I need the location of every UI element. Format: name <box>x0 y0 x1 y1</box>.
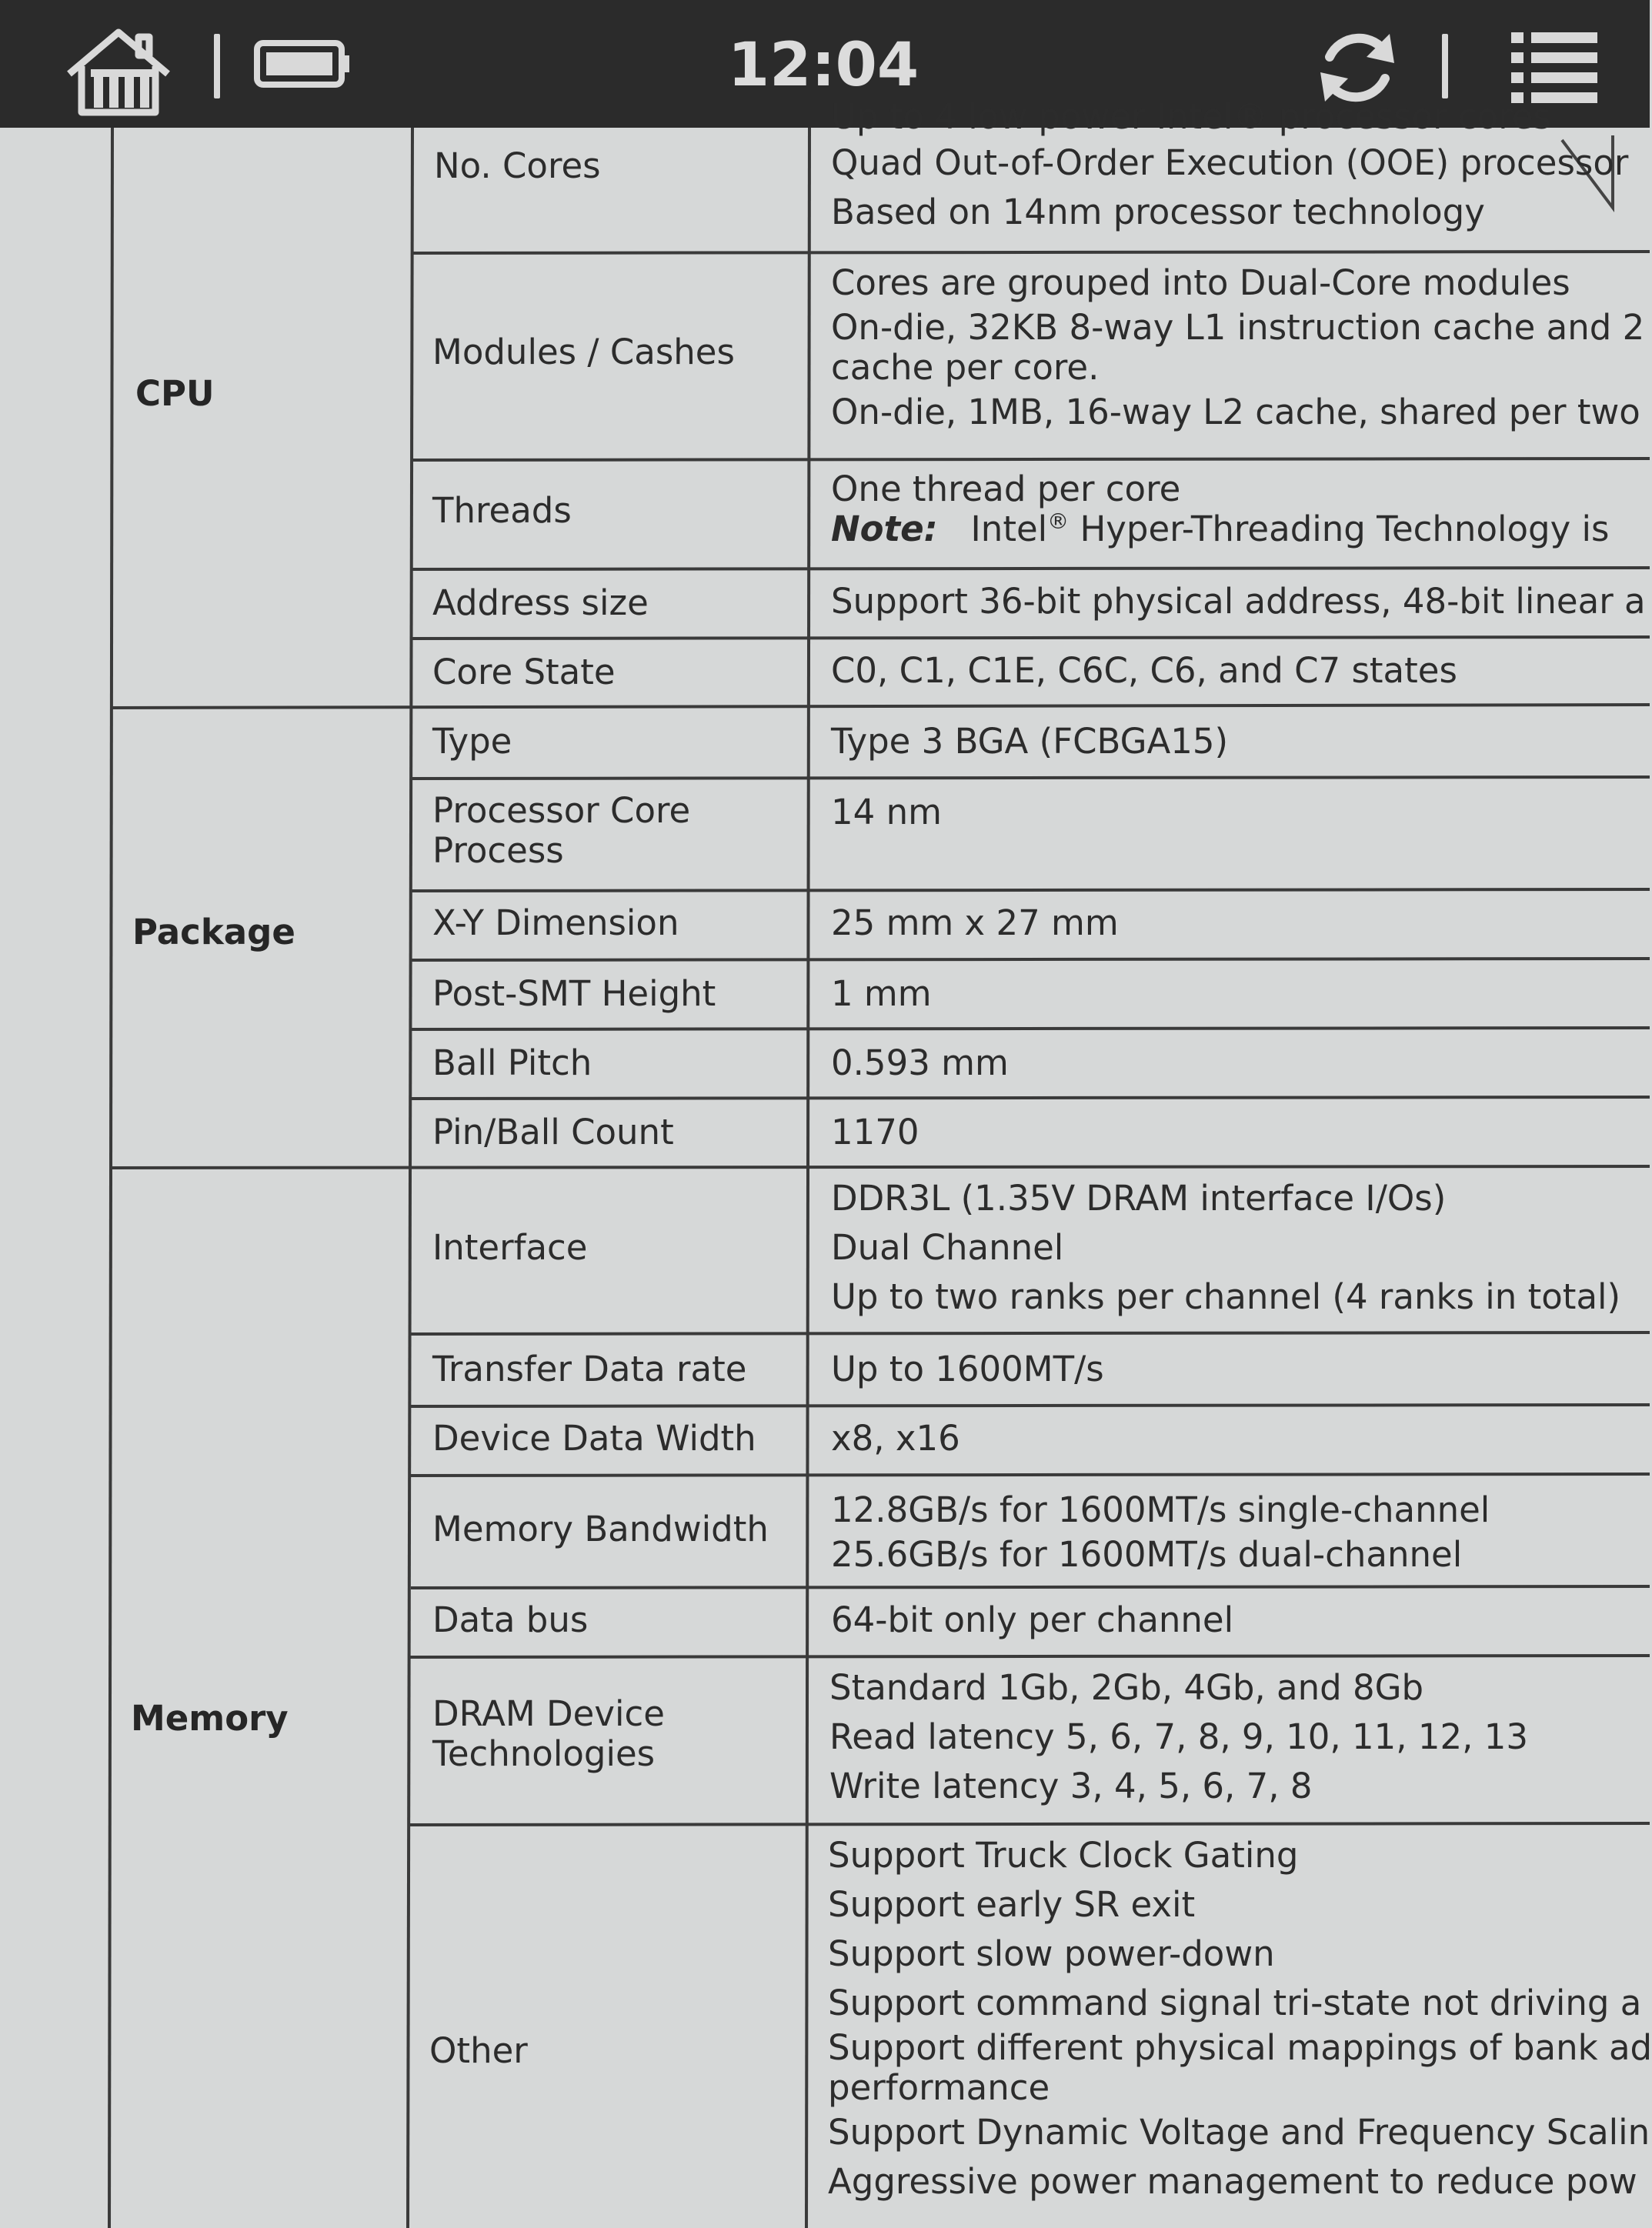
row-label-pin-count: Pin/Ball Count <box>432 1112 674 1152</box>
row-label-transfer: Transfer Data rate <box>432 1349 747 1389</box>
row-value-pin-count: 1170 <box>831 1112 919 1152</box>
row-label-address-size: Address size <box>432 582 649 623</box>
value-line: Write latency 3, 4, 5, 6, 7, 8 <box>829 1766 1313 1806</box>
label-line: DRAM Device <box>432 1693 665 1734</box>
row-value-height: 1 mm <box>831 973 932 1014</box>
document-page[interactable] <box>0 96 1652 2228</box>
row-label-type: Type <box>432 721 512 762</box>
group-label-cpu: CPU <box>135 373 215 414</box>
value-line: Up to two ranks per channel (4 ranks in total) <box>831 1276 1621 1317</box>
row-value-transfer: Up to 1600MT/s <box>831 1349 1104 1389</box>
row-label-height: Post-SMT Height <box>432 973 716 1014</box>
battery-icon <box>254 38 352 89</box>
row-value-address-size: Support 36-bit physical address, 48-bit linear a <box>831 581 1646 622</box>
row-value-core-state: C0, C1, C1E, C6C, C6, and C7 states <box>831 650 1457 691</box>
group-label-package: Package <box>132 912 295 952</box>
row-value-data-bus: 64-bit only per channel <box>831 1599 1234 1640</box>
value-line: Aggressive power management to reduce pow <box>828 2161 1637 2202</box>
group-label-memory: Memory <box>131 1698 289 1739</box>
row-value-bandwidth <box>831 1488 1490 1577</box>
row-value-no-cores <box>831 138 1628 237</box>
row-label-data-bus: Data bus <box>432 1599 589 1640</box>
row-label-core-state: Core State <box>432 652 616 692</box>
note-spacer <box>938 509 971 549</box>
value-line: Support Dynamic Voltage and Frequency Scalin <box>828 2112 1650 2153</box>
row-value-threads <box>831 469 1609 549</box>
row-label-other: Other <box>429 2030 528 2071</box>
value-line: Support command signal tri-state not driving a <box>828 1983 1642 2023</box>
row-value-ball-pitch: 0.593 mm <box>831 1042 1009 1083</box>
row-value-other <box>828 1831 1652 2206</box>
row-label-ball-pitch: Ball Pitch <box>432 1042 592 1083</box>
value-line: DDR3L (1.35V DRAM interface I/Os) <box>831 1178 1447 1219</box>
label-line: Technologies <box>432 1733 656 1774</box>
note-text: Hyper-Threading Technology is <box>1069 509 1610 549</box>
row-value-dimension: 25 mm x 27 mm <box>831 902 1119 943</box>
value-line: Read latency 5, 6, 7, 8, 9, 10, 11, 12, 13 <box>829 1716 1529 1757</box>
value-line: 12.8GB/s for 1600MT/s single-channel <box>831 1489 1490 1530</box>
row-value-interface <box>831 1174 1620 1322</box>
value-line: performance <box>828 2067 1050 2108</box>
value-line: One thread per core <box>831 469 1181 509</box>
value-line: Support early SR exit <box>828 1884 1196 1925</box>
cut-off-text: Up to 4 low power Intel® processor cores <box>831 96 1551 137</box>
row-label-process <box>432 791 690 871</box>
row-label-dimension: X-Y Dimension <box>432 902 679 943</box>
label-line: Processor Core <box>432 790 691 831</box>
value-line: Quad Out-of-Order Execution (OOE) processor <box>831 142 1629 183</box>
note-label: Note: <box>831 509 938 549</box>
row-label-dram <box>432 1694 665 1774</box>
value-line: Support slow power-down <box>828 1933 1275 1974</box>
clock: 12:04 <box>727 31 919 100</box>
row-label-interface: Interface <box>432 1227 588 1268</box>
value-line: Dual Channel <box>831 1227 1064 1268</box>
row-value-width: x8, x16 <box>831 1418 960 1459</box>
value-line: Based on 14nm processor technology <box>831 192 1485 232</box>
status-divider <box>214 34 220 98</box>
home-icon[interactable] <box>65 26 172 117</box>
row-value-process: 14 nm <box>831 792 942 832</box>
menu-icon[interactable] <box>1508 29 1600 106</box>
row-value-modules <box>831 258 1644 437</box>
note-line <box>831 509 1609 549</box>
registered-mark: ® <box>1047 509 1070 534</box>
row-value-dram <box>829 1663 1528 1811</box>
value-line: Standard 1Gb, 2Gb, 4Gb, and 8Gb <box>829 1667 1424 1708</box>
label-line: Process <box>432 830 564 871</box>
value-line: On-die, 1MB, 16-way L2 cache, shared per two <box>831 392 1640 432</box>
row-label-no-cores: No. Cores <box>434 145 601 186</box>
row-label-bandwidth: Memory Bandwidth <box>432 1509 769 1549</box>
note-text: Intel <box>970 509 1048 549</box>
value-line: cache per core. <box>831 347 1100 388</box>
value-line: 25.6GB/s for 1600MT/s dual-channel <box>831 1534 1463 1575</box>
row-label-width: Device Data Width <box>432 1418 756 1459</box>
value-line: On-die, 32KB 8-way L1 instruction cache and 2 <box>831 307 1645 348</box>
status-divider <box>1442 34 1448 98</box>
value-line: Support different physical mappings of bank ad <box>828 2027 1652 2068</box>
value-line: Cores are grouped into Dual-Core modules <box>831 262 1570 303</box>
row-value-type: Type 3 BGA (FCBGA15) <box>831 721 1229 762</box>
row-label-threads: Threads <box>432 490 572 531</box>
row-label-modules: Modules / Cashes <box>432 332 735 372</box>
value-line: Support Truck Clock Gating <box>828 1835 1299 1876</box>
